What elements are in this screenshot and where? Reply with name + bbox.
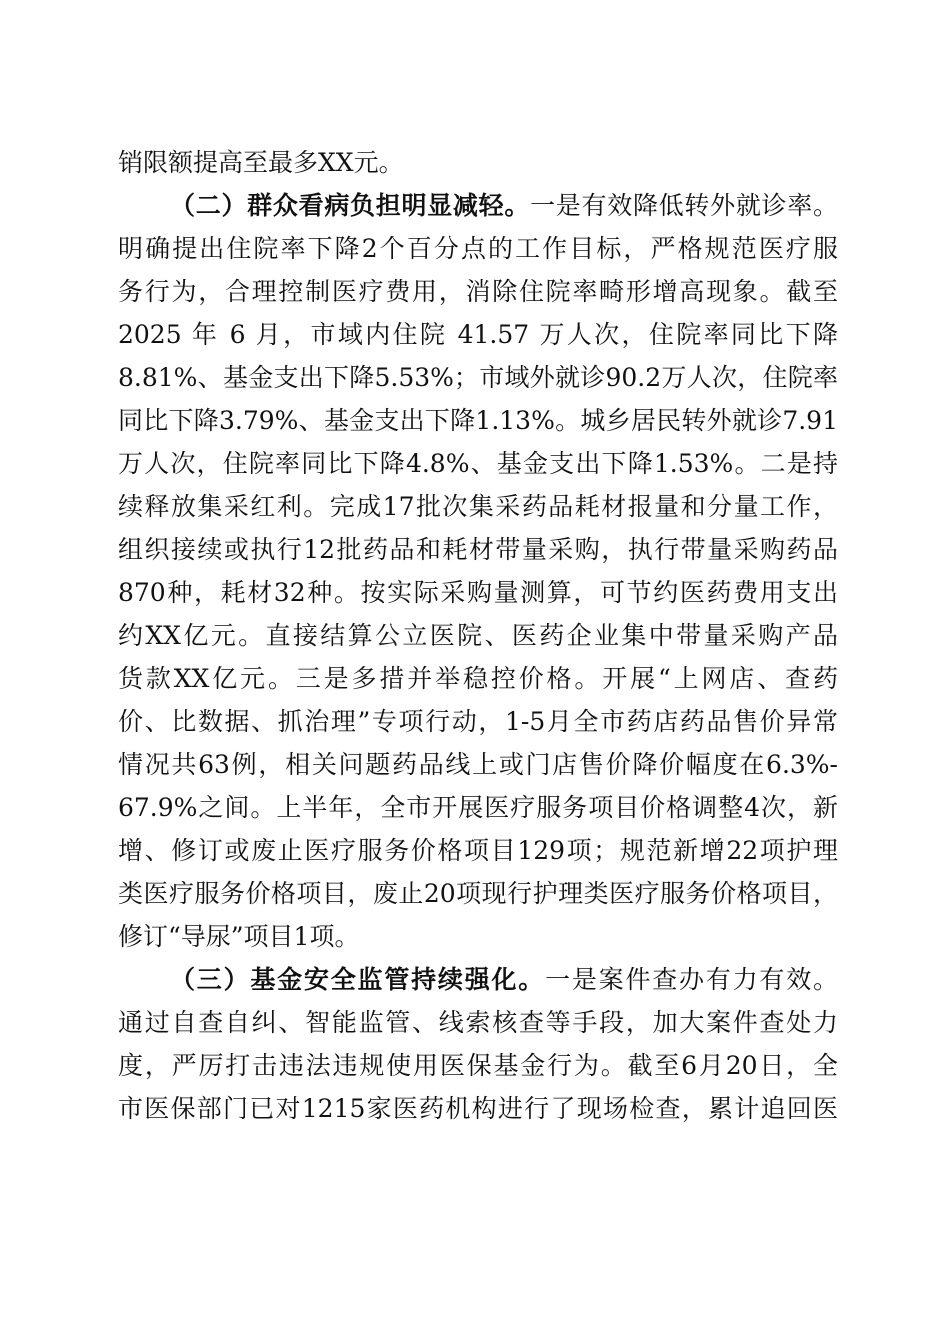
text-line: 续释放集采红利。完成17批次集采药品耗材报量和分量工作， (118, 492, 838, 521)
text-line: 明确提出住院率下降2个百分点的工作目标，严格规范医疗服 (118, 234, 838, 263)
section-heading-line (170, 960, 838, 1000)
text-segment: 一是有效降低转外就诊率。 (530, 191, 838, 220)
text-line: 67.9%之间。上半年，全市开展医疗服务项目价格调整4次，新 (118, 793, 838, 822)
text-line: 增、修订或废止医疗服务价格项目129项；规范新增22项护理 (118, 836, 838, 865)
section-heading: （三）基金安全监管持续强化。 (170, 965, 546, 994)
text-line: 2025 年 6 月，市域内住院 41.57 万人次，住院率同比下降 (118, 320, 838, 349)
text-line: 870种，耗材32种。按实际采购量测算，可节约医药费用支出 (118, 578, 838, 607)
text-line: 情况共63例，相关问题药品线上或门店售价降价幅度在6.3%- (118, 750, 838, 779)
text-line: 销限额提高至最多XX元。 (118, 148, 404, 177)
text-line: 务行为，合理控制医疗费用，消除住院率畸形增高现象。截至 (118, 277, 838, 306)
text-line: 通过自查自纠、智能监管、线索核查等手段，加大案件查处力 (118, 1008, 838, 1037)
text-line: 修订“导尿”项目1项。 (118, 922, 360, 951)
text-line: 类医疗服务价格项目，废止20项现行护理类医疗服务价格项目， (118, 879, 838, 908)
text-line: 货款XX亿元。三是多措并举稳控价格。开展“上网店、查药 (118, 664, 838, 693)
text-line: 组织接续或执行12批药品和耗材带量采购，执行带量采购药品 (118, 535, 838, 564)
text-line: 价、比数据、抓治理”专项行动，1-5月全市药店药品售价异常 (118, 707, 838, 736)
text-line: 度，严厉打击违法违规使用医保基金行为。截至6月20日，全 (118, 1051, 838, 1080)
text-line: 约XX亿元。直接结算公立医院、医药企业集中带量采购产品 (118, 621, 838, 650)
text-line: 同比下降3.79%、基金支出下降1.13%。城乡居民转外就诊7.91 (118, 406, 838, 435)
section-heading-line (170, 186, 838, 226)
text-line: 万人次，住院率同比下降4.8%、基金支出下降1.53%。二是持 (118, 449, 838, 478)
section-heading: （二）群众看病负担明显减轻。 (170, 191, 531, 220)
text-line: 8.81%、基金支出下降5.53%；市域外就诊90.2万人次，住院率 (118, 363, 838, 392)
text-line: 市医保部门已对1215家医药机构进行了现场检查，累计追回医 (118, 1094, 838, 1123)
text-segment: 一是案件查办有力有效。 (545, 965, 838, 994)
